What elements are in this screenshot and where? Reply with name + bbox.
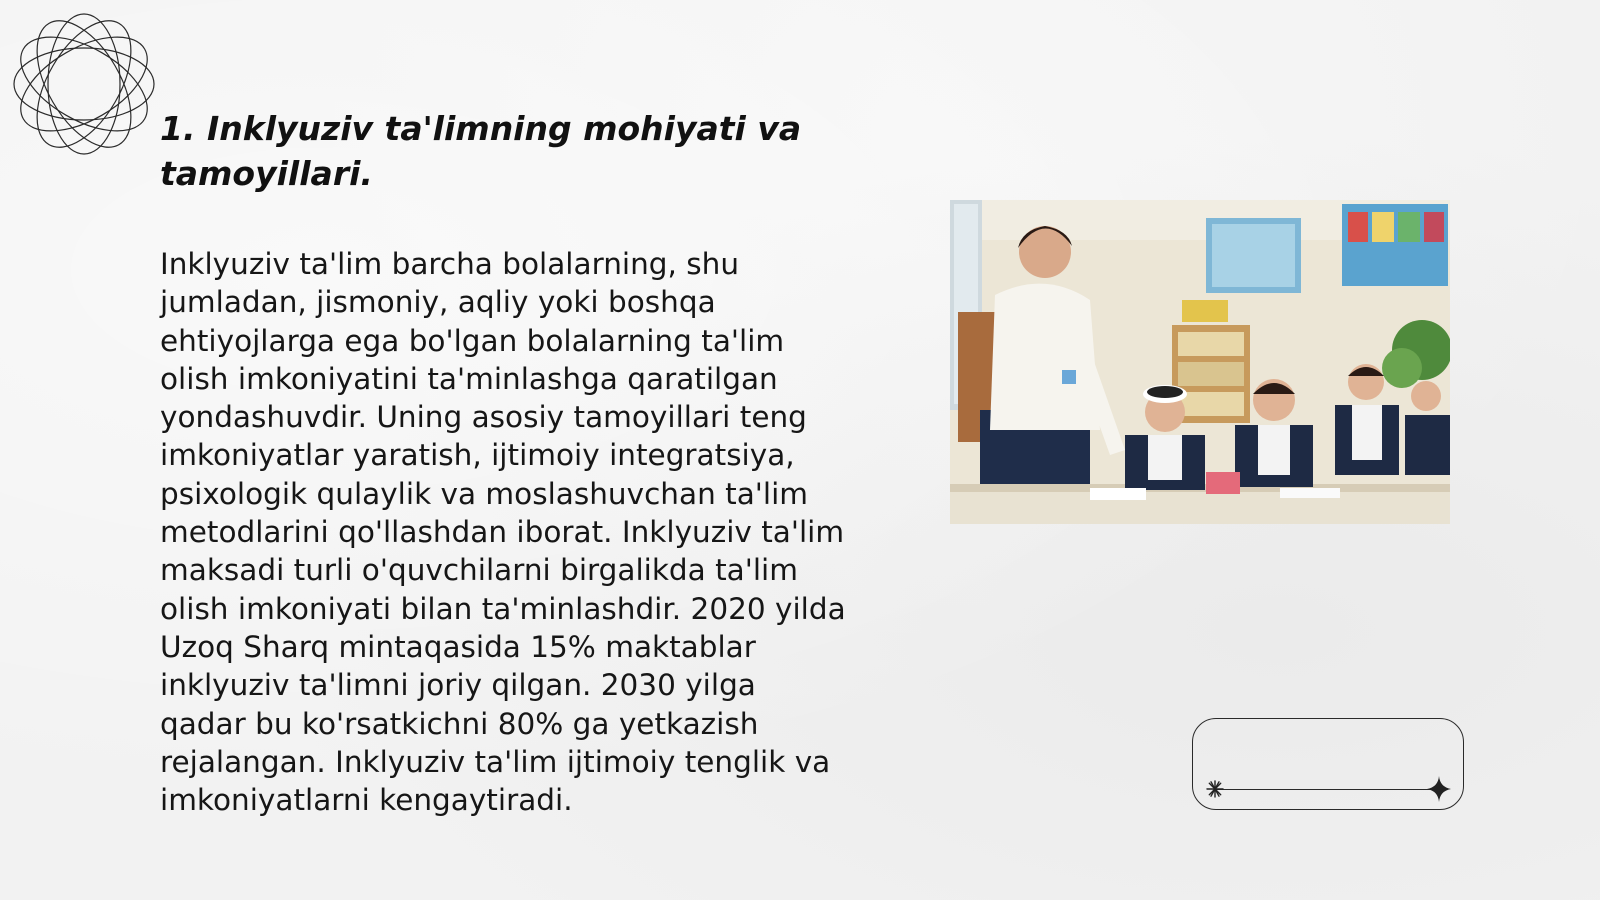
slide-body-text: Inklyuziv ta'lim barcha bolalarning, shu jumladan, jismoniy, aqliy yoki boshqa ehtiyojlarga ega bo'lgan bolalarning ta'lim olish imkoniyatini ta'minlashga qaratilgan yondashuvdir. Uning asosiy tamoyillari teng imkoniyatlar yaratish, ijtimoiy integratsiya, psixologik qulaylik va moslashuvchan ta'lim metodlarini qo'llashdan iborat. Inklyuziv ta'lim maksadi turli o'quvchilarni birgalikda ta'lim olish imkoniyati bilan ta'minlashdir. 2020 yilda Uzoq Sharq mintaqasida 15% maktablar inklyuziv ta'limni joriy qilgan. 2030 yilga qadar bu ko'rsatkichni 80% ga yetkazish rejalangan. Inklyuziv ta'lim ijtimoiy tenglik va imkoniyatlarni kengaytiradi. <box>160 247 846 818</box>
circular-ornament-icon <box>10 10 158 158</box>
four-point-star-icon <box>1427 776 1451 802</box>
decorative-divider-box <box>1192 718 1464 810</box>
divider-line <box>1215 789 1441 790</box>
sparkle-icon <box>1206 780 1224 798</box>
classroom-photo <box>950 200 1450 524</box>
slide-title: 1. Inklyuziv ta'limning mohiyati va tamoyillari. <box>160 109 802 193</box>
